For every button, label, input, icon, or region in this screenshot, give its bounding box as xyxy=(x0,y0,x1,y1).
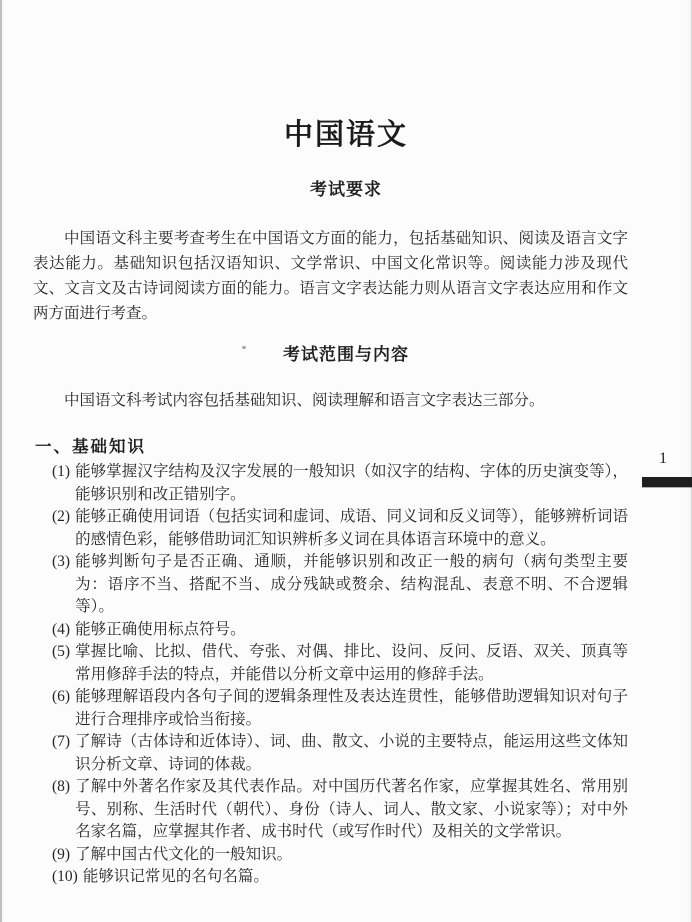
list-item xyxy=(52,619,628,642)
list-item xyxy=(52,551,628,619)
list-item-number: (7) xyxy=(52,733,71,750)
page-edge-tab-marker xyxy=(642,477,692,487)
list-item-number: (10) xyxy=(52,868,78,885)
list-item-number: (5) xyxy=(52,643,71,660)
list-item-text: 了解诗（古体诗和近体诗）、词、曲、散文、小说的主要特点，能运用这些文体知识分析文章、诗词的体裁。 xyxy=(75,733,628,773)
list-item-number: (3) xyxy=(52,553,71,570)
list-item xyxy=(52,686,628,731)
list-item-text: 能够正确使用词语（包括实词和虚词、成语、同义词和反义词等），能够辨析词语的感情色彩，能够借助词汇知识辨析多义词在具体语言环境中的意义。 xyxy=(75,508,628,548)
list-item xyxy=(52,641,628,686)
page-number: 1 xyxy=(659,450,667,467)
list-item-text: 了解中国古代文化的一般知识。 xyxy=(75,845,293,863)
left-scan-edge xyxy=(0,0,2,922)
list-item-text: 能够识记常见的名句名篇。 xyxy=(82,868,269,885)
list-item xyxy=(52,776,628,844)
list-item-number: (9) xyxy=(52,845,71,863)
list-item-text: 掌握比喻、比拟、借代、夸张、对偶、排比、设问、反问、反语、双关、顶真等常用修辞手法的特点，并能借以分析文章中运用的修辞手法。 xyxy=(75,643,628,683)
list-item-text: 了解中外著名作家及其代表作品。对中国历代著名作家，应掌握其姓名、常用别号、别称、生活时代（朝代）、身份（诗人、词人、散文家、小说家等）；对中外名家名篇，应掌握其作者、成书时代（或写作时代）及相关的文学常识。 xyxy=(75,778,628,840)
basics-knowledge-list xyxy=(52,461,628,889)
scope-intro-paragraph: 中国语文科考试内容包括基础知识、阅读理解和语言文字表达三部分。 xyxy=(64,392,545,409)
list-item-number: (8) xyxy=(52,778,71,795)
list-item-number: (6) xyxy=(52,688,71,705)
list-item-text: 能够掌握汉字结构及汉字发展的一般知识（如汉字的结构、字体的历史演变等），能够识别和改正错别字。 xyxy=(75,463,628,503)
section-heading-scope: 考试范围与内容 xyxy=(283,345,409,364)
subsection-title-basics: 一、基础知识 xyxy=(35,438,146,456)
list-item-text: 能够理解语段内各句子间的逻辑条理性及表达连贯性，能够借助逻辑知识对句子进行合理排序或恰当衔接。 xyxy=(75,688,628,728)
list-item-number: (1) xyxy=(52,463,71,480)
list-item xyxy=(52,844,628,867)
list-item xyxy=(52,731,628,776)
document-title: 中国语文 xyxy=(283,119,408,151)
list-item xyxy=(52,461,628,506)
section-heading-requirements: 考试要求 xyxy=(310,180,382,199)
list-item-number: (4) xyxy=(52,620,71,638)
list-item-text: 能够正确使用标点符号。 xyxy=(75,620,246,638)
list-item xyxy=(52,866,628,889)
list-item xyxy=(52,506,628,551)
requirements-paragraph: 中国语文科主要考查考生在中国语文方面的能力，包括基础知识、阅读及语言文字表达能力。基础知识包括汉语知识、文学常识、中国文化常识等。阅读能力涉及现代文、文言文及古诗词阅读方面的能力。语言文字表达能力则从语言文字表达应用和作文两方面进行考查。 xyxy=(33,230,628,322)
list-item-text: 能够判断句子是否正确、通顺，并能够识别和改正一般的病句（病句类型主要为：语序不当、搭配不当、成分残缺或赘余、结构混乱、表意不明、不合逻辑等）。 xyxy=(75,553,628,615)
list-item-number: (2) xyxy=(52,508,71,525)
